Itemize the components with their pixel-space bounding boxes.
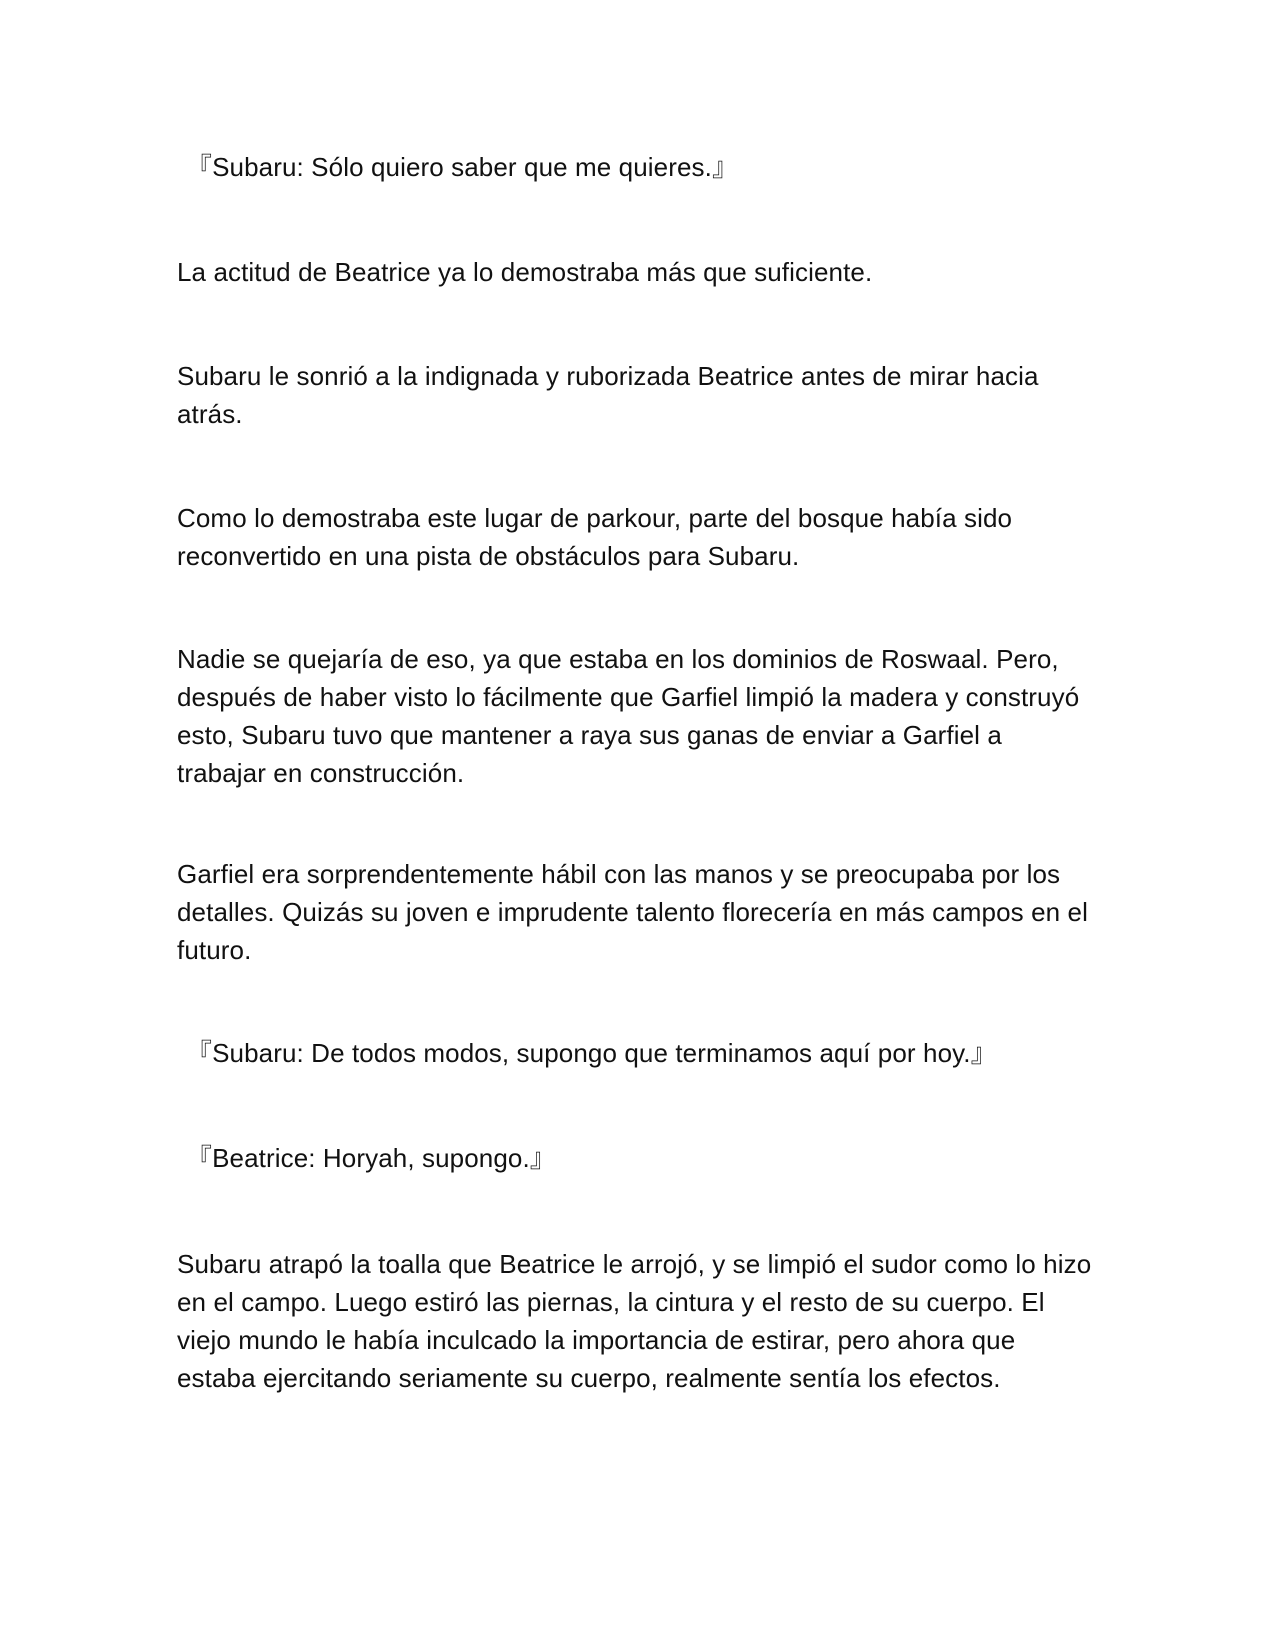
dialogue-line-subaru: 『Subaru: De todos modos, supongo que terminamos aquí por hoy.』 bbox=[186, 1038, 997, 1068]
narration-paragraph: Nadie se quejaría de eso, ya que estaba en los dominios de Roswaal. Pero, después de haber visto lo fácilmente que Garfiel limpió la madera y construyó esto, Subaru tuvo que mantener a raya sus ganas de enviar a Garfiel a trabajar en construcción. bbox=[177, 644, 1080, 788]
narration-paragraph: Subaru atrapó la toalla que Beatrice le arrojó, y se limpió el sudor como lo hizo en el campo. Luego estiró las piernas, la cintura y el resto de su cuerpo. El viejo mundo le había inculcado la importancia de estirar, pero ahora que estaba ejercitando seriamente su cuerpo, realmente sentía los efectos. bbox=[177, 1249, 1092, 1393]
narration-paragraph: Como lo demostraba este lugar de parkour, parte del bosque había sido reconvertido en una pista de obstáculos para Subaru. bbox=[177, 503, 1013, 571]
narration-paragraph: Garfiel era sorprendentemente hábil con las manos y se preocupaba por los detalles. Quizás su joven e imprudente talento florecería en más campos en el futuro. bbox=[177, 859, 1088, 965]
narration-paragraph: La actitud de Beatrice ya lo demostraba más que suficiente. bbox=[177, 257, 873, 287]
dialogue-line-beatrice: 『Beatrice: Horyah, supongo.』 bbox=[186, 1143, 556, 1173]
dialogue-line-subaru: 『Subaru: Sólo quiero saber que me quieres.』 bbox=[186, 152, 739, 182]
narration-paragraph: Subaru le sonrió a la indignada y ruborizada Beatrice antes de mirar hacia atrás. bbox=[177, 361, 1039, 429]
